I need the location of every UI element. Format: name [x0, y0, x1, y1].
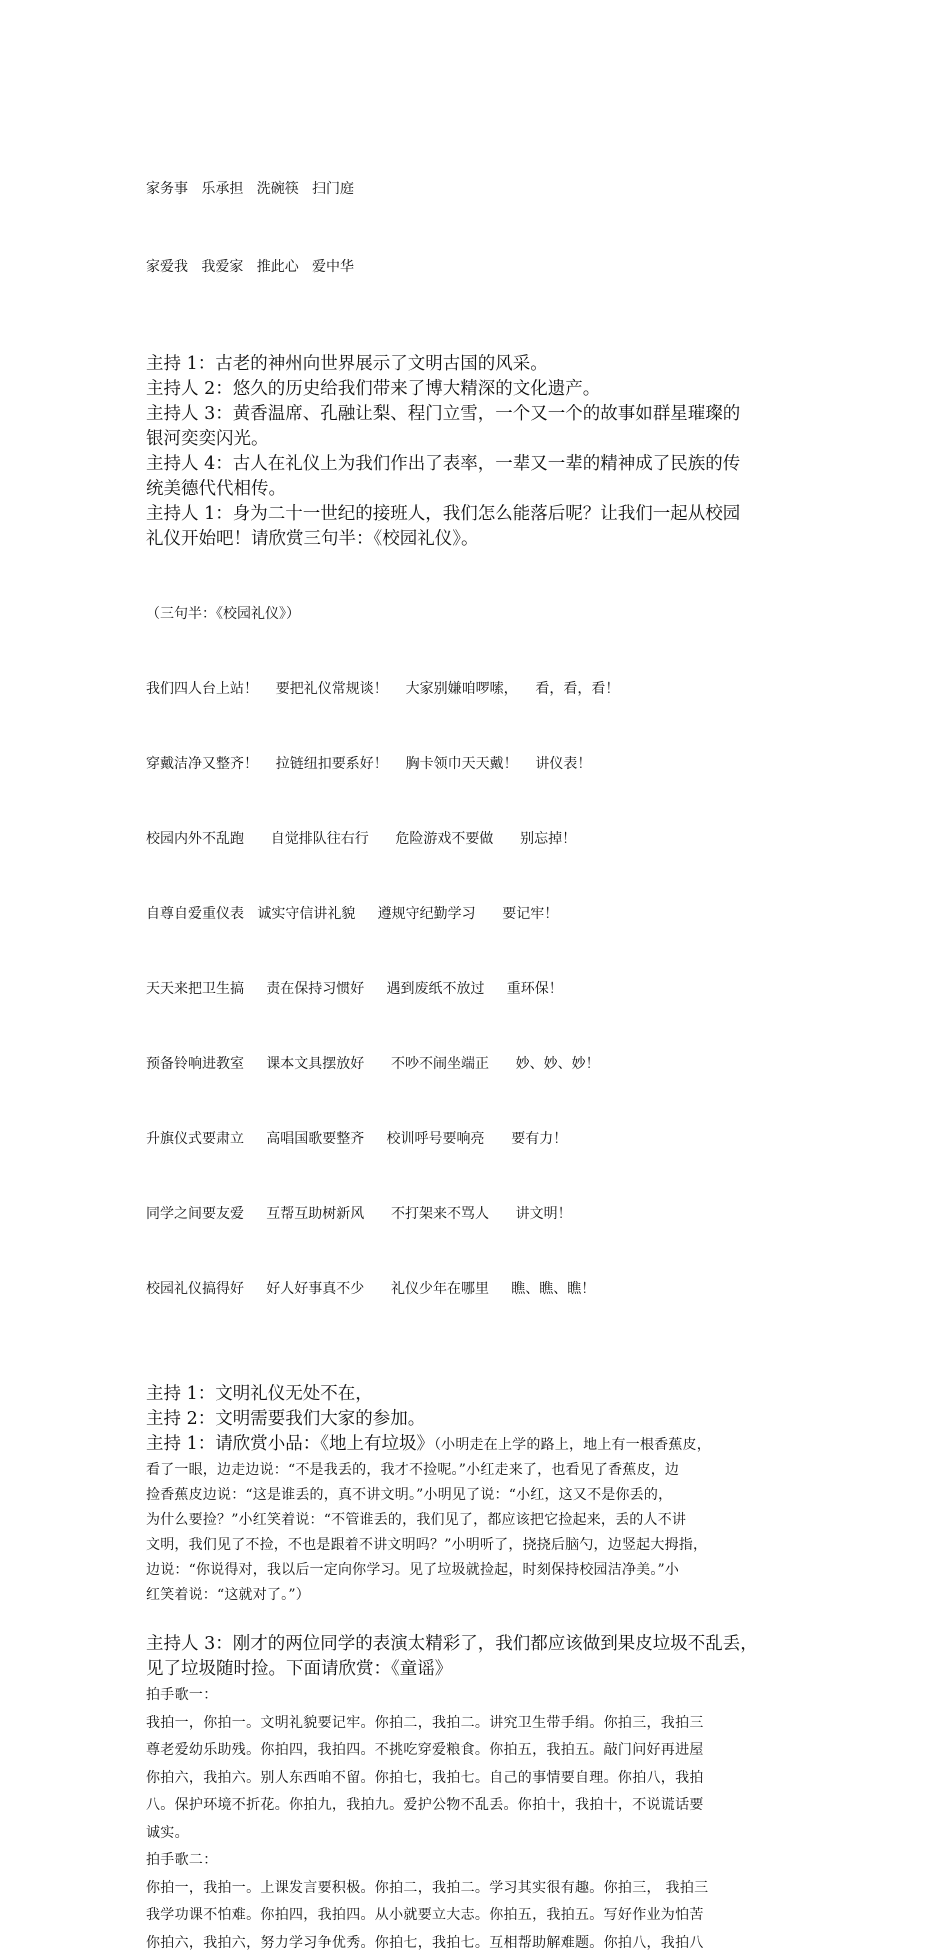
host-line: 主持人 4：古人在礼仪上为我们作出了表率，一辈又一辈的精神成了民族的传	[146, 452, 826, 477]
verse-line: 家务事 乐承担 洗碗筷 扫门庭	[146, 176, 826, 202]
skit-line: （小明走在上学的路上，地上有一根香蕉皮，	[434, 1437, 711, 1453]
skit-section	[146, 1432, 826, 1608]
host-line: 主持人 1：身为二十一世纪的接班人，我们怎么能落后呢？让我们一起从校园	[146, 502, 826, 527]
host-line: 主持 1：古老的神州向世界展示了文明古国的风采。	[146, 352, 826, 377]
skit-line: 为什么要捡？”小红笑着说：“不管谁丢的，我们见了，都应该把它捡起来，丢的人不讲	[146, 1508, 826, 1533]
song-line: 八。保护环境不折花。你拍九，我拍九。爱护公物不乱丢。你拍十，我拍十，不说谎话要	[146, 1792, 826, 1820]
verse-line: 家爱我 我爱家 推此心 爱中华	[146, 254, 826, 280]
sanjuban-line: 同学之间要友爱 互帮互助树新风 不打架来不骂人 讲文明！	[146, 1202, 826, 1227]
song-line: 你拍六，我拍六。别人东西咱不留。你拍七，我拍七。自己的事情要自理。你拍八，我拍	[146, 1765, 826, 1793]
sanjuban-line: 穿戴洁净又整齐！ 拉链纽扣要系好！ 胸卡领巾天天戴！ 讲仪表！	[146, 752, 826, 777]
clapping-song-1	[146, 1682, 826, 1847]
sanjuban-section	[146, 552, 826, 1352]
sanjuban-title: （三句半：《校园礼仪》）	[146, 602, 826, 627]
sanjuban-line: 校园礼仪搞得好 好人好事真不少 礼仪少年在哪里 瞧、瞧、瞧！	[146, 1277, 826, 1302]
host-line: 银河奕奕闪光。	[146, 427, 826, 452]
host-line: 主持人 2：悠久的历史给我们带来了博大精深的文化遗产。	[146, 377, 826, 402]
song-title: 拍手歌二：	[146, 1847, 826, 1875]
sanjuban-line: 我们四人台上站！ 要把礼仪常规谈！ 大家别嫌咱啰嗦， 看，看，看！	[146, 677, 826, 702]
sanjuban-line: 自尊自爱重仪表 诚实守信讲礼貌 遵规守纪勤学习 要记牢！	[146, 902, 826, 927]
song-line: 诚实。	[146, 1820, 826, 1848]
skit-line: 边说：“你说得对，我以后一定向你学习。见了垃圾就捡起，时刻保持校园洁净美。”小	[146, 1558, 826, 1583]
song-line: 尊老爱幼乐助残。你拍四，我拍四。不挑吃穿爱粮食。你拍五，我拍五。敲门问好再进屋	[146, 1737, 826, 1765]
host-dialogue-3	[146, 1632, 826, 1682]
spacer	[146, 332, 826, 352]
host-line: 礼仪开始吧！请欣赏三句半：《校园礼仪》。	[146, 527, 826, 552]
host-line: 见了垃圾随时捡。下面请欣赏：《童谣》	[146, 1657, 826, 1682]
host-dialogue-2	[146, 1382, 826, 1432]
document-body	[146, 124, 826, 1957]
skit-line: 文明，我们见了不捡，不也是跟着不讲文明吗？”小明听了，挠挠后脑勺，边竖起大拇指，	[146, 1533, 826, 1558]
top-verse	[146, 124, 826, 332]
sanjuban-line: 天天来把卫生搞 责在保持习惯好 遇到废纸不放过 重环保！	[146, 977, 826, 1002]
sanjuban-line: 升旗仪式要肃立 高唱国歌要整齐 校训呼号要响亮 要有力！	[146, 1127, 826, 1152]
song-line: 你拍一，我拍一。上课发言要积极。你拍二，我拍二。学习其实很有趣。你拍三， 我拍三	[146, 1875, 826, 1903]
song-line: 你拍六，我拍六，努力学习争优秀。你拍七，我拍七。互相帮助解难题。你拍八，我拍八	[146, 1930, 826, 1957]
clapping-song-2	[146, 1847, 826, 1957]
spacer	[146, 1352, 826, 1382]
song-line: 我拍一，你拍一。文明礼貌要记牢。你拍二，我拍二。讲究卫生带手绢。你拍三，我拍三	[146, 1710, 826, 1738]
host-line: 主持人 3：刚才的两位同学的表演太精彩了，我们都应该做到果皮垃圾不乱丢，	[146, 1632, 826, 1657]
sanjuban-line: 预备铃响进教室 课本文具摆放好 不吵不闹坐端正 妙、妙、妙！	[146, 1052, 826, 1077]
host-line: 主持 1：文明礼仪无处不在，	[146, 1382, 826, 1407]
skit-heading: 主持 1：请欣赏小品：《地上有垃圾》	[146, 1434, 434, 1454]
host-dialogue-1	[146, 352, 826, 552]
song-line: 我学功课不怕难。你拍四，我拍四。从小就要立大志。你拍五，我拍五。写好作业为怕苦	[146, 1902, 826, 1930]
skit-line: 看了一眼，边走边说：“不是我丢的，我才不捡呢。”小红走来了，也看见了香蕉皮，边	[146, 1458, 826, 1483]
skit-line: 捡香蕉皮边说：“这是谁丢的，真不讲文明。”小明见了说：“小红，这又不是你丢的，	[146, 1483, 826, 1508]
host-line: 统美德代代相传。	[146, 477, 826, 502]
host-line: 主持 2：文明需要我们大家的参加。	[146, 1407, 826, 1432]
song-title: 拍手歌一：	[146, 1682, 826, 1710]
skit-line: 红笑着说：“这就对了。”）	[146, 1583, 826, 1608]
spacer	[146, 1608, 826, 1632]
sanjuban-line: 校园内外不乱跑 自觉排队往右行 危险游戏不要做 别忘掉！	[146, 827, 826, 852]
host-line: 主持人 3：黄香温席、孔融让梨、程门立雪，一个又一个的故事如群星璀璨的	[146, 402, 826, 427]
